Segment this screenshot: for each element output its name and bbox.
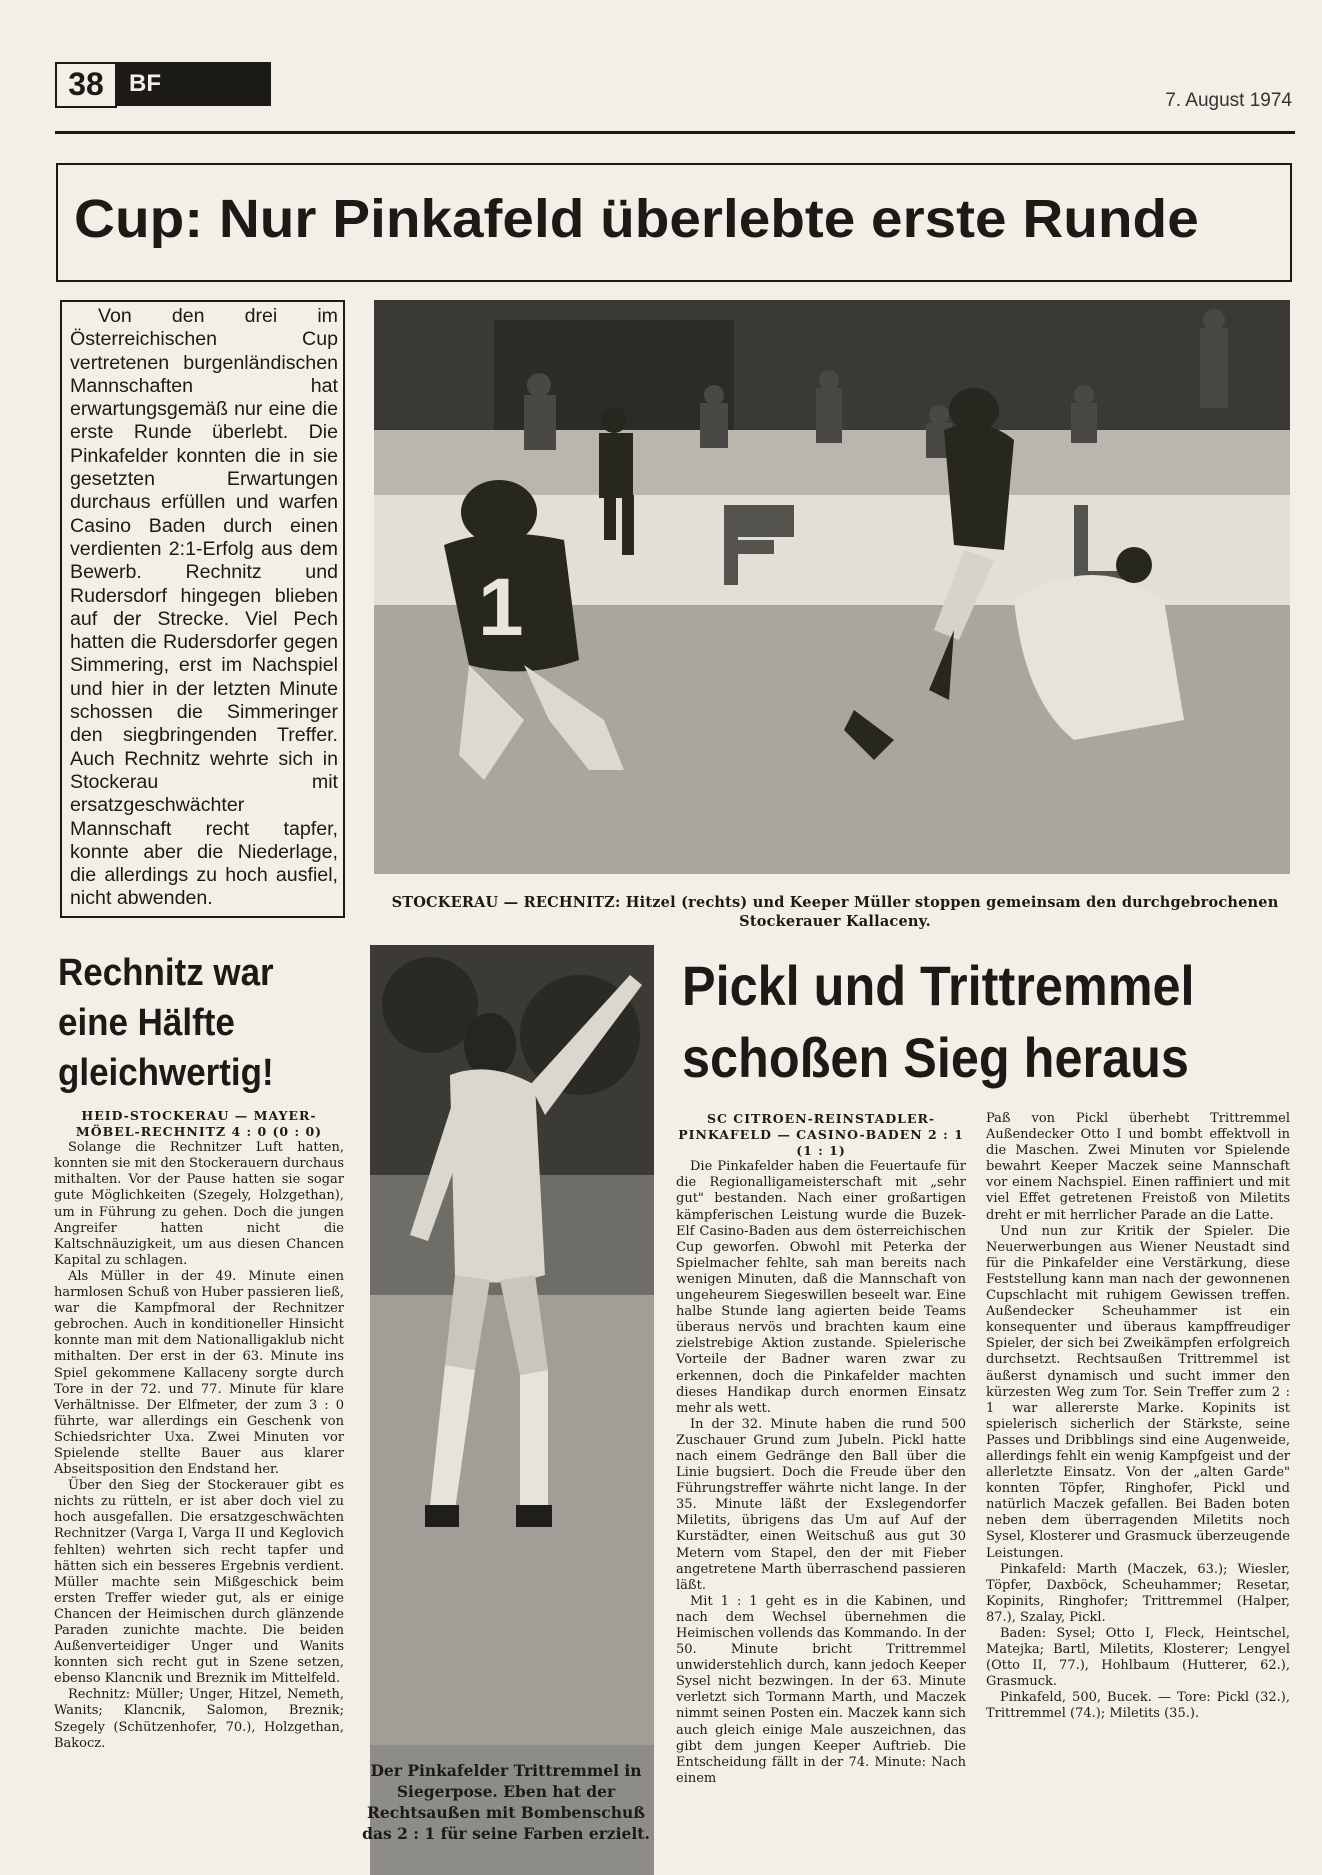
- lineup: Baden: Sysel; Otto I, Fleck, Heintschel, Matejka; Bartl, Miletits, Klosterer; Lengyel (Otto II, 77.), Hohlbaum (Hutterer, 62.), Grasmuck.: [986, 1626, 1290, 1690]
- article1-body: [54, 1108, 344, 1752]
- article2-body: [676, 1111, 966, 1787]
- article2-headline: [682, 950, 1195, 1094]
- intro-paragraph: Von den drei im Österreichischen Cup vertretenen burgenländischen Mannschaften hat erwartungsgemäß nur eine die erste Runde überlebt. Die Pinkafelder konnten die in sie gesetzten Erwartungen durchaus erfüllen und warfen Casino Baden durch einen verdienten 2:1-Erfolg aus dem Bewerb. Rechnitz und Rudersdorf hingegen blieben auf der Strecke. Viel Pech hatten die Rudersdorfer gegen Simmering, erst im Nachspiel und hier in der letzten Minute schossen die Simmeringer den siegbringenden Treffer. Auch Rechnitz wehrte sich in Stockerau mit ersatzgeschwächter Mannschaft recht tapfer, konnte aber die Niederlage, die allerdings zu hoch ausfiel, nicht abwenden.: [70, 305, 338, 910]
- page-number: 38: [55, 62, 117, 108]
- lineup: Pinkafeld: Marth (Maczek, 63.); Wiesler, Töpfer, Daxböck, Scheuhammer; Resetar, Kopinits, Ringhofer; Trittremmel (Halper, 87.), Szalay, Pickl.: [986, 1561, 1290, 1625]
- photo-caption-2: Der Pinkafelder Trittremmel in Siegerpose. Eben hat der Rechtsaußen mit Bombenschuß das 2 : 1 für seine Farben erzielt.: [362, 1761, 650, 1843]
- headline-line: Pickl und Trittremmel: [682, 954, 1195, 1017]
- match-photo: [374, 300, 1290, 874]
- match-line: HEID-STOCKERAU — MAYER-MÖBEL-RECHNITZ 4 : 0 (0 : 0): [75, 1108, 323, 1140]
- headline-line: schoßen Sieg heraus: [682, 1026, 1189, 1089]
- headline-line: Rechnitz war: [58, 952, 274, 994]
- article-paragraph: Als Müller in der 49. Minute einen harmlosen Schuß von Huber passieren ließ, war die Kampfmoral der Rechnitzer gebrochen. Auch in konditioneller Hinsicht konnte man mit dem Nationalligaklub nicht mithalten. Der erst in der 63. Minute ins Spiel gekommene Kallaceny sorgte durch Tore in der 72. und 77. Minute für klare Verhältnisse. Der Elfmeter, der zum 3 : 0 führte, war allerdings ein Geschenk von Schiedsrichter Uxa. Zwei Minuten vor Spielende stellte Bauer aus klarer Abseitsposition den Endstand her.: [54, 1268, 344, 1478]
- article-paragraph: Über den Sieg der Stockerauer gibt es nichts zu rütteln, er ist aber doch viel zu hoch ausgefallen. Die ersatzgeschwächten Rechnitzer (Varga I, Varga II und Keglovich fehlten) wehrten sich recht tapfer und hätten sich ein besseres Ergebnis verdient. Müller machte sein Mißgeschick beim ersten Treffer wieder gut, als er einige Chancen der Heimischen durch glänzende Paraden zunichte machte. Die beiden Außenverteidiger Unger und Wanits konnten sich recht gut in Szene setzen, ebenso Klancnik und Breznik im Mittelfeld.: [54, 1478, 344, 1687]
- article-paragraph: Paß von Pickl überhebt Trittremmel Außendecker Otto I und bombt effektvoll in die Maschen. Zwei Minuten vor Spielende bewahrt Keeper Maczek seine Mannschaft vor einem Nachspiel. Einen raffiniert und mit viel Effet getretenen Freistoß von Miletits dreht er mit herrlicher Parade an die Latte.: [986, 1111, 1290, 1223]
- issue-date: 7. August 1974: [1165, 90, 1292, 111]
- section-label: BF: [115, 62, 271, 106]
- article-paragraph: Und nun zur Kritik der Spieler. Die Neuerwerbungen aus Wiener Neustadt sind für die Pinkafelder eine Verstärkung, diese Feststellung kann man nach der gewonnenen Cupschlacht mit ruhigem Gewissen treffen. Außendecker Scheuhammer ist ein konsequenter und überaus kampffreudiger Spieler, der sich bei Zweikämpfen erfolgreich durchsetzt. Rechtsaußen Trittremmel ist äußerst dynamisch und sucht immer den kürzesten Weg zum Tor. Sein Treffer zum 2 : 1 war allererste Marke. Kopinits ist spielerisch sicherlich der Stärkste, seine Passes und Dribblings sind eine Augenweide, allerdings fehlt ein wenig Kampfgeist und der allerletzte Einsatz. Von der „alten Garde" konnten Töpfer, Ringhofer, Pickl und natürlich Maczek gefallen. Bei Baden boten neben dem überragenden Miletits noch Sysel, Klosterer und Grasmuck überzeugende Leistungen.: [986, 1223, 1290, 1561]
- headline-line: eine Hälfte: [58, 1002, 235, 1044]
- match-facts: Pinkafeld, 500, Bucek. — Tore: Pickl (32.), Trittremmel (74.); Miletits (35.).: [986, 1690, 1290, 1722]
- main-headline: Cup: Nur Pinkafeld überlebte erste Runde: [74, 189, 1199, 249]
- header-rule: [55, 131, 1295, 134]
- headline-line: gleichwertig!: [58, 1052, 274, 1094]
- jersey-number: 1: [478, 562, 524, 653]
- article2-continuation: [986, 1111, 1290, 1723]
- article-paragraph: Solange die Rechnitzer Luft hatten, konnten sie mit den Stockerauern durchaus mithalten. Vor der Pause hatten sie sogar gute Möglichkeiten (Szegely, Holzgethan), um in Führung zu gehen. Doch die jungen Angreifer hatten nicht die Kaltschnäuzigkeit, um aus diesen Chancen Kapital zu schlagen.: [54, 1140, 344, 1268]
- player-photo: [370, 945, 654, 1875]
- article-paragraph: Die Pinkafelder haben die Feuertaufe für die Regionalligameisterschaft mit „sehr gut" bestanden. Nach einer großartigen kämpferischen Leistung wurde die Buzek-Elf Casino-Baden aus dem österreichischen Cup geworfen. Obwohl mit Peterka der Spielmacher fehlte, sah man bereits nach wenigen Minuten, daß die Mannschaft von ungeheurem Siegeswillen beseelt war. Eine halbe Stunde lang agierten beide Teams überaus nervös und brachten kaum eine zielstrebige Aktion zustande. Spielerische Vorteile der Badner waren zwar zu erkennen, doch die Pinkafelder machten dieses Handikap durch enormen Einsatz mehr als wett.: [676, 1159, 966, 1416]
- player-photo-image: [370, 945, 654, 1745]
- match-photo-image: [374, 300, 1290, 874]
- article-paragraph: Mit 1 : 1 geht es in die Kabinen, und nach dem Wechsel übernehmen die Heimischen vollends das Kommando. In der 50. Minute bricht Trittremmel unwiderstehlich durch, kann jedoch Keeper Sysel nicht bezwingen. In der 63. Minute verletzt sich Tormann Marth, und Maczek nimmt seinen Posten ein. Maczek kann sich auch gleich einige Male auszeichnen, das gibt dem jungen Keeper Auftrieb. Die Entscheidung fällt in der 74. Minute: Nach einem: [676, 1593, 966, 1786]
- photo-caption-1: STOCKERAU — RECHNITZ: Hitzel (rechts) und Keeper Müller stoppen gemeinsam den durchgebrochenen Stockerauer Kallaceny.: [391, 894, 1279, 930]
- match-line: SC CITROEN-REINSTADLER-PINKAFELD — CASINO-BADEN 2 : 1 (1 : 1): [678, 1111, 964, 1159]
- article1-headline: [58, 948, 274, 1098]
- intro-text: [70, 305, 338, 911]
- lineup: Rechnitz: Müller; Unger, Hitzel, Nemeth, Wanits; Klancnik, Salomon, Breznik; Szegely (Schützenhofer, 70.), Holzgethan, Bakocz.: [54, 1687, 344, 1751]
- article-paragraph: In der 32. Minute haben die rund 500 Zuschauer Grund zum Jubeln. Pickl hatte nach einem Gedränge den Ball über die Linie bugsiert. Doch die Freude über den Führungstreffer währte nicht lange. In der 35. Minute läßt der Exslegendorfer Miletits, übrigens das Um auf Auf der Kurstädter, einen Weitschuß aus gut 30 Metern vom Stapel, den der mit Fieber angetretene Marth überraschend passieren läßt.: [676, 1416, 966, 1593]
